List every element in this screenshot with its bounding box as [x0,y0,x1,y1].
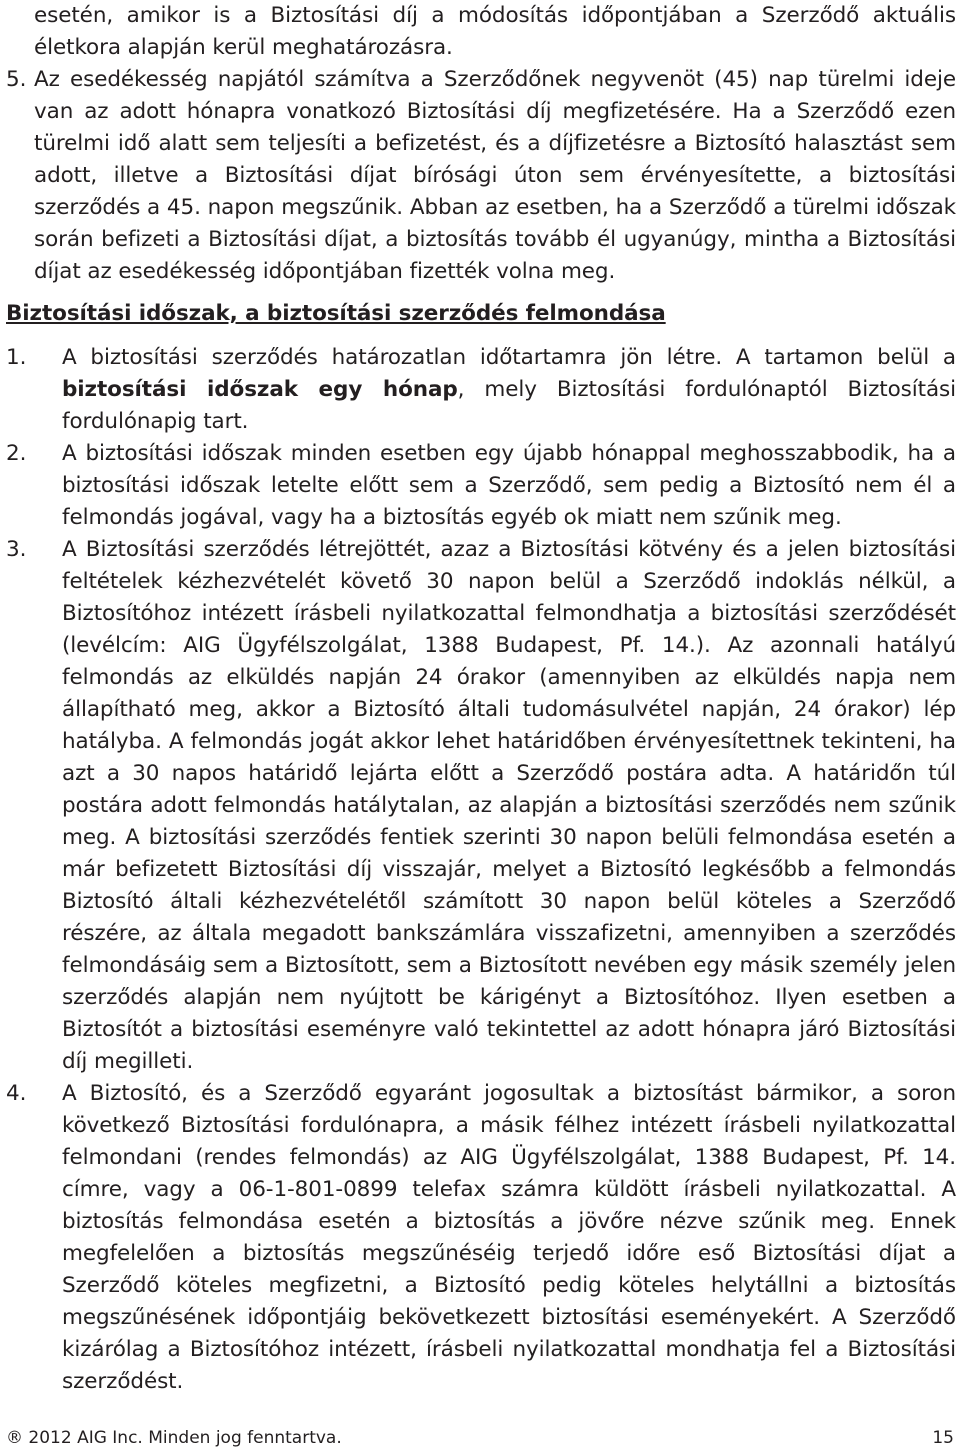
list-item-4 [0,1078,960,1398]
list-item-2 [0,438,960,534]
list-item-5 [0,64,960,288]
list-item-number: 4. [6,1081,27,1106]
list-item-3 [0,534,960,1078]
list-item-number: 5. [6,67,27,92]
list-item-text: Az esedékesség napjától számítva a Szerződőnek negyvenöt (45) nap türelmi ideje van az adott hónapra vonatkozó Biztosítási díj megfizetésére. Ha a Szerződő ezen türelmi idő alatt sem teljesíti a befizetést, és a díjfizetésre a Biztosító halasztást sem adott, illetve a Biztosítási díjat bírósági úton sem érvényesítette, a biztosítási szerződés a 45. napon megszűnik. Abban az esetben, ha a Szerződő a türelmi időszak során befizeti a Biztosítási díjat, a biztosítás tovább él ugyanúgy, mintha a Biztosítási díjat az esedékesség időpontjában fizették volna meg. [34,67,956,284]
list-item-text: A biztosítási időszak minden esetben egy újabb hónappal meghosszabbodik, ha a biztosítási időszak letelte előtt sem a Szerződő, sem pedig a Biztosító nem él a felmondás jogával, vagy ha a biztosítás egyéb ok miatt nem szűnik meg. [62,441,956,530]
list-item-text: A Biztosító, és a Szerződő egyaránt jogosultak a biztosítást bármikor, a soron következő Biztosítási fordulónapra, a másik félhez intézett írásbeli nyilatkozattal felmondani (rendes felmondás) az AIG Ügyfélszolgálat, 1388 Budapest, Pf. 14. címre, vagy a 06-1-801-0899 telefax számra küldött írásbeli nyilatkozattal. A biztosítás felmondása esetén a biztosítás a jövőre nézve szűnik meg. Ennek megfelelően a biztosítás megszűnéséig terjedő időre eső Biztosítási díjat a Szerződő köteles megfizetni, a Biztosító pedig köteles helytállni a biztosítás megszűnésének időpontjáig bekövetkezett biztosítási eseményekért. A Szerződő kizárólag a Biztosítóhoz intézett, írásbeli nyilatkozattal mondhatja fel a Biztosítási szerződést. [62,1081,956,1394]
list-item-number: 2. [6,441,27,466]
list-item-1 [0,342,960,438]
list-item-text-post: , mely Biztosítási fordulónaptól Biztosítási fordulónapig tart. [62,377,956,434]
list-item-text-bold: biztosítási időszak egy hónap [62,377,458,402]
list-item-text: A Biztosítási szerződés létrejöttét, azaz a Biztosítási kötvény és a jelen biztosítási feltételek kézhezvételét követő 30 napon belül a Szerződő indoklás nélkül, a Biztosítóhoz intézett írásbeli nyilatkozattal felmondhatja a biztosítási szerződését (levélcím: AIG Ügyfélszolgálat, 1388 Budapest, Pf. 14.). Az azonnali hatályú felmondás az elküldés napján 24 órakor (amennyiben az elküldés napja nem állapítható meg, akkor a Biztosító általi tudomásulvétel napján, 24 órakor) lép hatályba. A felmondás jogát akkor lehet határidőben érvényesítettnek tekinteni, ha azt a 30 napos határidő lejárta előtt a Szerződő postára adta. A határidőn túl postára adott felmondás hatálytalan, az alapján a biztosítási szerződés nem szűnik meg. A biztosítási szerződés fentiek szerinti 30 napon belüli felmondása esetén a már befizetett Biztosítási díj visszajár, melyet a Biztosító legkésőbb a felmondás Biztosító általi kézhezvételétől számított 30 napon belül köteles a Szerződő részére, az általa megadott bankszámlára visszafizetni, amennyiben a szerződés felmondásáig sem a Biztosított, sem a Biztosított nevében egy másik személy jelen szerződés alapján nem nyújtott be kárigényt a Biztosítóhoz. Ilyen esetben a Biztosítót a biztosítási eseményre való tekintettel az adott hónapra járó Biztosítási díj megilleti. [62,537,956,1074]
section-heading: Biztosítási időszak, a biztosítási szerződés felmondása [6,301,666,326]
list-item-number: 1. [6,345,27,370]
copyright-notice: ® 2012 AIG Inc. Minden jog fenntartva. [6,1428,342,1448]
list-item-text-pre: A biztosítási szerződés határozatlan időtartamra jön létre. A tartamon belül a [62,345,956,370]
page-number: 15 [932,1428,954,1448]
intro-paragraph: esetén, amikor is a Biztosítási díj a módosítás időpontjában a Szerződő aktuális életkora alapján kerül meghatározásra. [34,3,956,60]
list-item-number: 3. [6,537,27,562]
page-footer [6,1427,954,1449]
